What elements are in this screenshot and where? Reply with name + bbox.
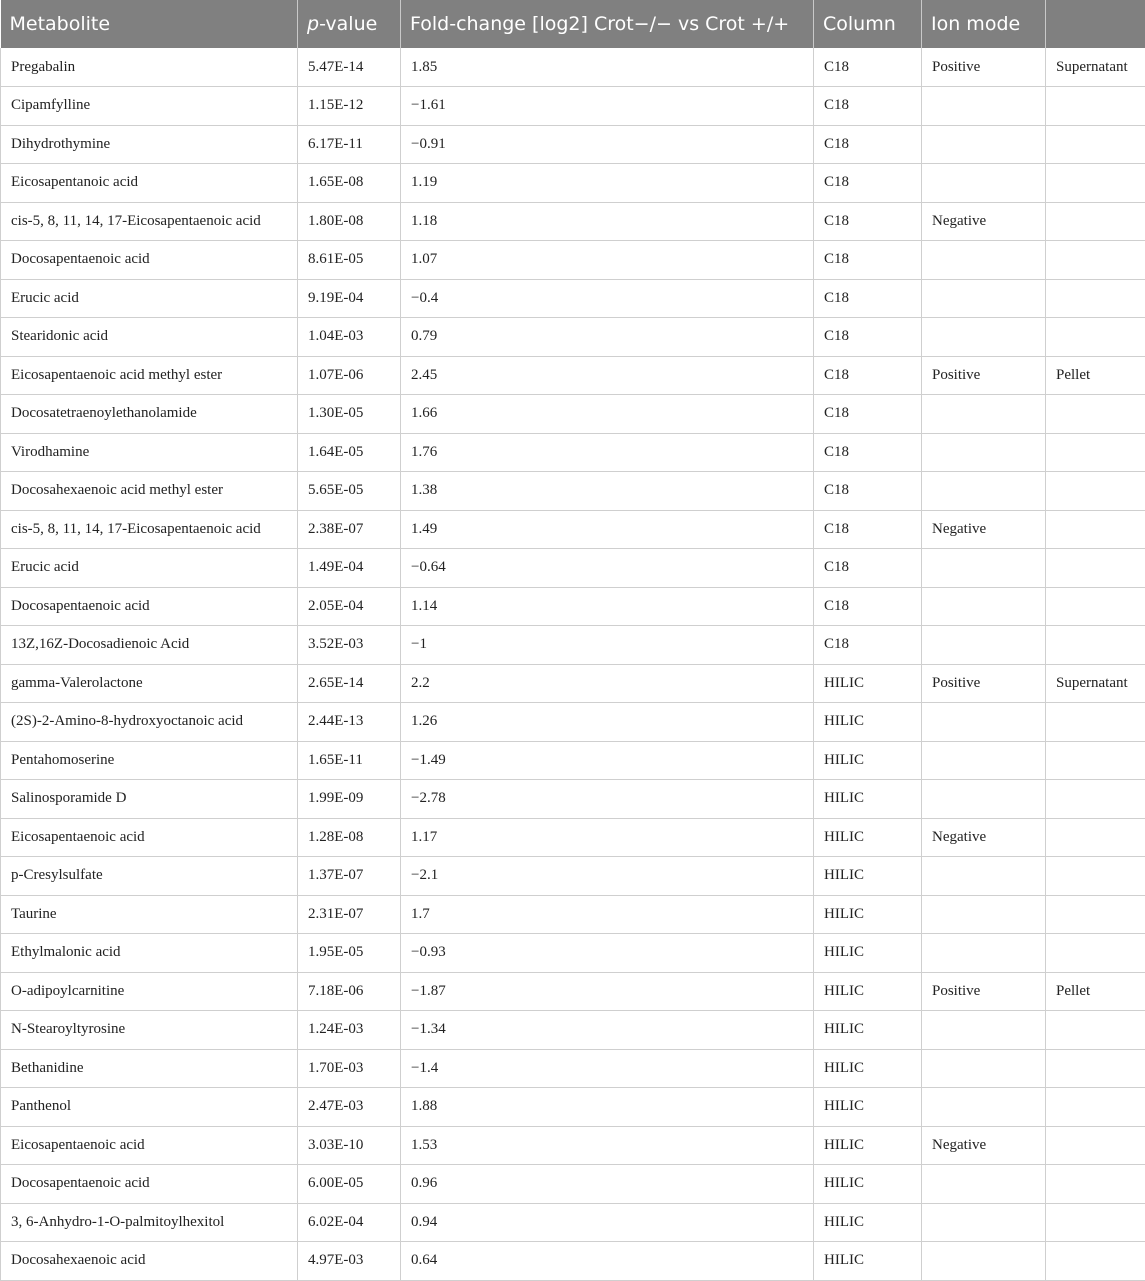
- table-row: [1, 164, 1145, 203]
- cell-column: HILIC: [814, 664, 922, 703]
- cell-ion-mode: Positive: [922, 48, 1046, 87]
- cell-p-value: 6.02E-04: [298, 1203, 401, 1242]
- table-row: [1, 433, 1145, 472]
- table-row: [1, 1049, 1145, 1088]
- cell-p-value: 2.65E-14: [298, 664, 401, 703]
- cell-metabolite: gamma-Valerolactone: [1, 664, 298, 703]
- cell-ion-mode: Negative: [922, 202, 1046, 241]
- cell-p-value: 1.64E-05: [298, 433, 401, 472]
- cell-column: C18: [814, 395, 922, 434]
- cell-p-value: 1.04E-03: [298, 318, 401, 357]
- cell-sample: [1046, 626, 1145, 665]
- cell-ion-mode: [922, 472, 1046, 511]
- cell-ion-mode: Positive: [922, 664, 1046, 703]
- cell-fold-change: −0.93: [401, 934, 814, 973]
- cell-metabolite: Cipamfylline: [1, 87, 298, 126]
- cell-sample: [1046, 1165, 1145, 1204]
- cell-p-value: 9.19E-04: [298, 279, 401, 318]
- cell-column: HILIC: [814, 741, 922, 780]
- cell-ion-mode: [922, 87, 1046, 126]
- cell-ion-mode: [922, 780, 1046, 819]
- table-row: [1, 818, 1145, 857]
- cell-column: C18: [814, 626, 922, 665]
- cell-ion-mode: Positive: [922, 972, 1046, 1011]
- table-row: [1, 87, 1145, 126]
- cell-p-value: 1.65E-08: [298, 164, 401, 203]
- table-row: [1, 510, 1145, 549]
- cell-fold-change: −1.49: [401, 741, 814, 780]
- cell-metabolite: Pregabalin: [1, 48, 298, 87]
- cell-p-value: 3.03E-10: [298, 1126, 401, 1165]
- cell-fold-change: 1.85: [401, 48, 814, 87]
- cell-sample: [1046, 1203, 1145, 1242]
- cell-metabolite: Docosatetraenoylethanolamide: [1, 395, 298, 434]
- cell-metabolite: Pentahomoserine: [1, 741, 298, 780]
- table-row: [1, 587, 1145, 626]
- cell-column: C18: [814, 164, 922, 203]
- cell-metabolite: Eicosapentaenoic acid methyl ester: [1, 356, 298, 395]
- cell-p-value: 2.05E-04: [298, 587, 401, 626]
- cell-metabolite: 3, 6-Anhydro-1-O-palmitoylhexitol: [1, 1203, 298, 1242]
- cell-metabolite: Docosahexaenoic acid methyl ester: [1, 472, 298, 511]
- cell-fold-change: 1.14: [401, 587, 814, 626]
- cell-fold-change: 1.53: [401, 1126, 814, 1165]
- cell-fold-change: 1.7: [401, 895, 814, 934]
- cell-ion-mode: [922, 1165, 1046, 1204]
- cell-sample: [1046, 895, 1145, 934]
- cell-fold-change: 1.38: [401, 472, 814, 511]
- cell-sample: [1046, 510, 1145, 549]
- cell-fold-change: 0.79: [401, 318, 814, 357]
- cell-ion-mode: [922, 433, 1046, 472]
- cell-column: C18: [814, 241, 922, 280]
- cell-fold-change: 1.26: [401, 703, 814, 742]
- cell-ion-mode: [922, 318, 1046, 357]
- cell-p-value: 1.15E-12: [298, 87, 401, 126]
- cell-metabolite: Docosahexaenoic acid: [1, 1242, 298, 1281]
- table-row: [1, 241, 1145, 280]
- cell-metabolite: O-adipoylcarnitine: [1, 972, 298, 1011]
- cell-ion-mode: [922, 395, 1046, 434]
- header-metabolite: Metabolite: [1, 0, 298, 48]
- cell-ion-mode: Negative: [922, 818, 1046, 857]
- cell-p-value: 4.97E-03: [298, 1242, 401, 1281]
- cell-ion-mode: [922, 241, 1046, 280]
- cell-fold-change: 0.96: [401, 1165, 814, 1204]
- table-row: [1, 1203, 1145, 1242]
- cell-sample: [1046, 1242, 1145, 1281]
- cell-metabolite: Stearidonic acid: [1, 318, 298, 357]
- cell-fold-change: 1.19: [401, 164, 814, 203]
- cell-column: C18: [814, 125, 922, 164]
- cell-metabolite: Docosapentaenoic acid: [1, 1165, 298, 1204]
- cell-ion-mode: [922, 164, 1046, 203]
- cell-metabolite: N-Stearoyltyrosine: [1, 1011, 298, 1050]
- cell-ion-mode: Positive: [922, 356, 1046, 395]
- cell-ion-mode: [922, 1242, 1046, 1281]
- cell-p-value: 3.52E-03: [298, 626, 401, 665]
- cell-metabolite: Erucic acid: [1, 279, 298, 318]
- cell-sample: Supernatant: [1046, 664, 1145, 703]
- table-row: [1, 1126, 1145, 1165]
- cell-fold-change: 1.18: [401, 202, 814, 241]
- cell-metabolite: Dihydrothymine: [1, 125, 298, 164]
- cell-ion-mode: [922, 279, 1046, 318]
- cell-p-value: 5.65E-05: [298, 472, 401, 511]
- cell-sample: Supernatant: [1046, 48, 1145, 87]
- cell-ion-mode: [922, 587, 1046, 626]
- cell-sample: [1046, 857, 1145, 896]
- cell-metabolite: Eicosapentaenoic acid: [1, 1126, 298, 1165]
- cell-fold-change: 2.45: [401, 356, 814, 395]
- cell-sample: [1046, 1049, 1145, 1088]
- cell-fold-change: 0.94: [401, 1203, 814, 1242]
- cell-sample: [1046, 472, 1145, 511]
- cell-sample: [1046, 87, 1145, 126]
- cell-column: HILIC: [814, 703, 922, 742]
- cell-fold-change: −1.61: [401, 87, 814, 126]
- cell-ion-mode: Negative: [922, 510, 1046, 549]
- header-ion-mode: Ion mode: [922, 0, 1046, 48]
- table-row: [1, 1165, 1145, 1204]
- cell-column: C18: [814, 433, 922, 472]
- table-row: [1, 857, 1145, 896]
- cell-sample: [1046, 1011, 1145, 1050]
- cell-p-value: 2.44E-13: [298, 703, 401, 742]
- cell-sample: [1046, 1088, 1145, 1127]
- cell-p-value: 7.18E-06: [298, 972, 401, 1011]
- cell-sample: [1046, 703, 1145, 742]
- cell-p-value: 1.95E-05: [298, 934, 401, 973]
- cell-metabolite: Eicosapentaenoic acid: [1, 818, 298, 857]
- table-row: [1, 1088, 1145, 1127]
- cell-column: HILIC: [814, 1049, 922, 1088]
- cell-p-value: 1.49E-04: [298, 549, 401, 588]
- header-sample: [1046, 0, 1145, 48]
- cell-column: C18: [814, 356, 922, 395]
- cell-column: HILIC: [814, 857, 922, 896]
- cell-ion-mode: [922, 895, 1046, 934]
- header-fold-change: Fold-change [log2] Crot−/− vs Crot +/+: [401, 0, 814, 48]
- header-p-value-rest: -value: [319, 13, 377, 35]
- cell-metabolite: Bethanidine: [1, 1049, 298, 1088]
- table-row: [1, 626, 1145, 665]
- cell-ion-mode: [922, 934, 1046, 973]
- cell-metabolite: Taurine: [1, 895, 298, 934]
- cell-metabolite: Panthenol: [1, 1088, 298, 1127]
- cell-p-value: 1.70E-03: [298, 1049, 401, 1088]
- cell-fold-change: 0.64: [401, 1242, 814, 1281]
- table-row: [1, 279, 1145, 318]
- cell-p-value: 8.61E-05: [298, 241, 401, 280]
- cell-ion-mode: [922, 741, 1046, 780]
- cell-sample: [1046, 395, 1145, 434]
- table-row: [1, 48, 1145, 87]
- cell-fold-change: −2.1: [401, 857, 814, 896]
- header-column: Column: [814, 0, 922, 48]
- table-row: [1, 395, 1145, 434]
- cell-column: HILIC: [814, 972, 922, 1011]
- table-row: [1, 1242, 1145, 1281]
- cell-fold-change: −1.4: [401, 1049, 814, 1088]
- cell-column: C18: [814, 587, 922, 626]
- cell-sample: [1046, 433, 1145, 472]
- cell-column: HILIC: [814, 1126, 922, 1165]
- cell-p-value: 6.00E-05: [298, 1165, 401, 1204]
- cell-metabolite: Docosapentaenoic acid: [1, 587, 298, 626]
- cell-fold-change: −1: [401, 626, 814, 665]
- table-row: [1, 895, 1145, 934]
- header-row: [1, 0, 1145, 48]
- cell-column: HILIC: [814, 818, 922, 857]
- cell-fold-change: 2.2: [401, 664, 814, 703]
- table-row: [1, 472, 1145, 511]
- cell-fold-change: 1.88: [401, 1088, 814, 1127]
- header-p-value-italic: p: [307, 13, 319, 35]
- cell-p-value: 1.30E-05: [298, 395, 401, 434]
- cell-column: C18: [814, 472, 922, 511]
- cell-fold-change: −0.4: [401, 279, 814, 318]
- cell-sample: [1046, 1126, 1145, 1165]
- cell-column: HILIC: [814, 780, 922, 819]
- cell-column: HILIC: [814, 895, 922, 934]
- table-row: [1, 741, 1145, 780]
- cell-ion-mode: [922, 857, 1046, 896]
- cell-metabolite: Erucic acid: [1, 549, 298, 588]
- cell-fold-change: −0.64: [401, 549, 814, 588]
- cell-fold-change: −2.78: [401, 780, 814, 819]
- header-p-value: [298, 0, 401, 48]
- cell-ion-mode: [922, 125, 1046, 164]
- cell-fold-change: −1.87: [401, 972, 814, 1011]
- cell-metabolite: Ethylmalonic acid: [1, 934, 298, 973]
- cell-ion-mode: [922, 703, 1046, 742]
- cell-sample: [1046, 818, 1145, 857]
- cell-ion-mode: Negative: [922, 1126, 1046, 1165]
- cell-p-value: 1.99E-09: [298, 780, 401, 819]
- table-header: [1, 0, 1145, 48]
- cell-p-value: 1.80E-08: [298, 202, 401, 241]
- cell-metabolite: 13Z,16Z-Docosadienoic Acid: [1, 626, 298, 665]
- cell-metabolite: Eicosapentanoic acid: [1, 164, 298, 203]
- cell-fold-change: 1.07: [401, 241, 814, 280]
- cell-metabolite: cis-5, 8, 11, 14, 17-Eicosapentaenoic acid: [1, 510, 298, 549]
- table-row: [1, 549, 1145, 588]
- cell-p-value: 1.65E-11: [298, 741, 401, 780]
- cell-fold-change: 1.76: [401, 433, 814, 472]
- cell-fold-change: −0.91: [401, 125, 814, 164]
- cell-p-value: 2.47E-03: [298, 1088, 401, 1127]
- table-row: [1, 1011, 1145, 1050]
- cell-ion-mode: [922, 626, 1046, 665]
- cell-ion-mode: [922, 1088, 1046, 1127]
- cell-ion-mode: [922, 1049, 1046, 1088]
- cell-p-value: 2.38E-07: [298, 510, 401, 549]
- cell-fold-change: −1.34: [401, 1011, 814, 1050]
- cell-sample: [1046, 202, 1145, 241]
- cell-sample: [1046, 549, 1145, 588]
- cell-fold-change: 1.17: [401, 818, 814, 857]
- cell-ion-mode: [922, 549, 1046, 588]
- cell-sample: [1046, 741, 1145, 780]
- table-row: [1, 202, 1145, 241]
- table-row: [1, 934, 1145, 973]
- cell-column: HILIC: [814, 934, 922, 973]
- cell-p-value: 1.24E-03: [298, 1011, 401, 1050]
- cell-sample: [1046, 279, 1145, 318]
- cell-sample: [1046, 587, 1145, 626]
- cell-metabolite: p-Cresylsulfate: [1, 857, 298, 896]
- cell-p-value: 1.28E-08: [298, 818, 401, 857]
- cell-sample: [1046, 125, 1145, 164]
- cell-sample: [1046, 164, 1145, 203]
- cell-ion-mode: [922, 1203, 1046, 1242]
- cell-metabolite: Docosapentaenoic acid: [1, 241, 298, 280]
- cell-p-value: 1.07E-06: [298, 356, 401, 395]
- cell-sample: [1046, 241, 1145, 280]
- cell-p-value: 5.47E-14: [298, 48, 401, 87]
- cell-column: HILIC: [814, 1011, 922, 1050]
- cell-ion-mode: [922, 1011, 1046, 1050]
- table-row: [1, 125, 1145, 164]
- cell-metabolite: (2S)-2-Amino-8-hydroxyoctanoic acid: [1, 703, 298, 742]
- cell-metabolite: Salinosporamide D: [1, 780, 298, 819]
- cell-sample: [1046, 934, 1145, 973]
- cell-column: C18: [814, 279, 922, 318]
- table-row: [1, 356, 1145, 395]
- cell-metabolite: cis-5, 8, 11, 14, 17-Eicosapentaenoic acid: [1, 202, 298, 241]
- table-body: [1, 48, 1145, 1280]
- table-row: [1, 318, 1145, 357]
- cell-column: HILIC: [814, 1203, 922, 1242]
- cell-column: C18: [814, 87, 922, 126]
- cell-sample: Pellet: [1046, 356, 1145, 395]
- cell-fold-change: 1.66: [401, 395, 814, 434]
- table-row: [1, 972, 1145, 1011]
- cell-metabolite: Virodhamine: [1, 433, 298, 472]
- cell-column: C18: [814, 318, 922, 357]
- cell-p-value: 2.31E-07: [298, 895, 401, 934]
- cell-fold-change: 1.49: [401, 510, 814, 549]
- cell-column: HILIC: [814, 1242, 922, 1281]
- cell-column: C18: [814, 510, 922, 549]
- cell-p-value: 1.37E-07: [298, 857, 401, 896]
- cell-p-value: 6.17E-11: [298, 125, 401, 164]
- table-row: [1, 780, 1145, 819]
- cell-column: C18: [814, 549, 922, 588]
- table-row: [1, 703, 1145, 742]
- cell-column: HILIC: [814, 1088, 922, 1127]
- cell-sample: [1046, 318, 1145, 357]
- cell-sample: [1046, 780, 1145, 819]
- table-row: [1, 664, 1145, 703]
- cell-column: HILIC: [814, 1165, 922, 1204]
- cell-column: C18: [814, 48, 922, 87]
- cell-column: C18: [814, 202, 922, 241]
- cell-sample: Pellet: [1046, 972, 1145, 1011]
